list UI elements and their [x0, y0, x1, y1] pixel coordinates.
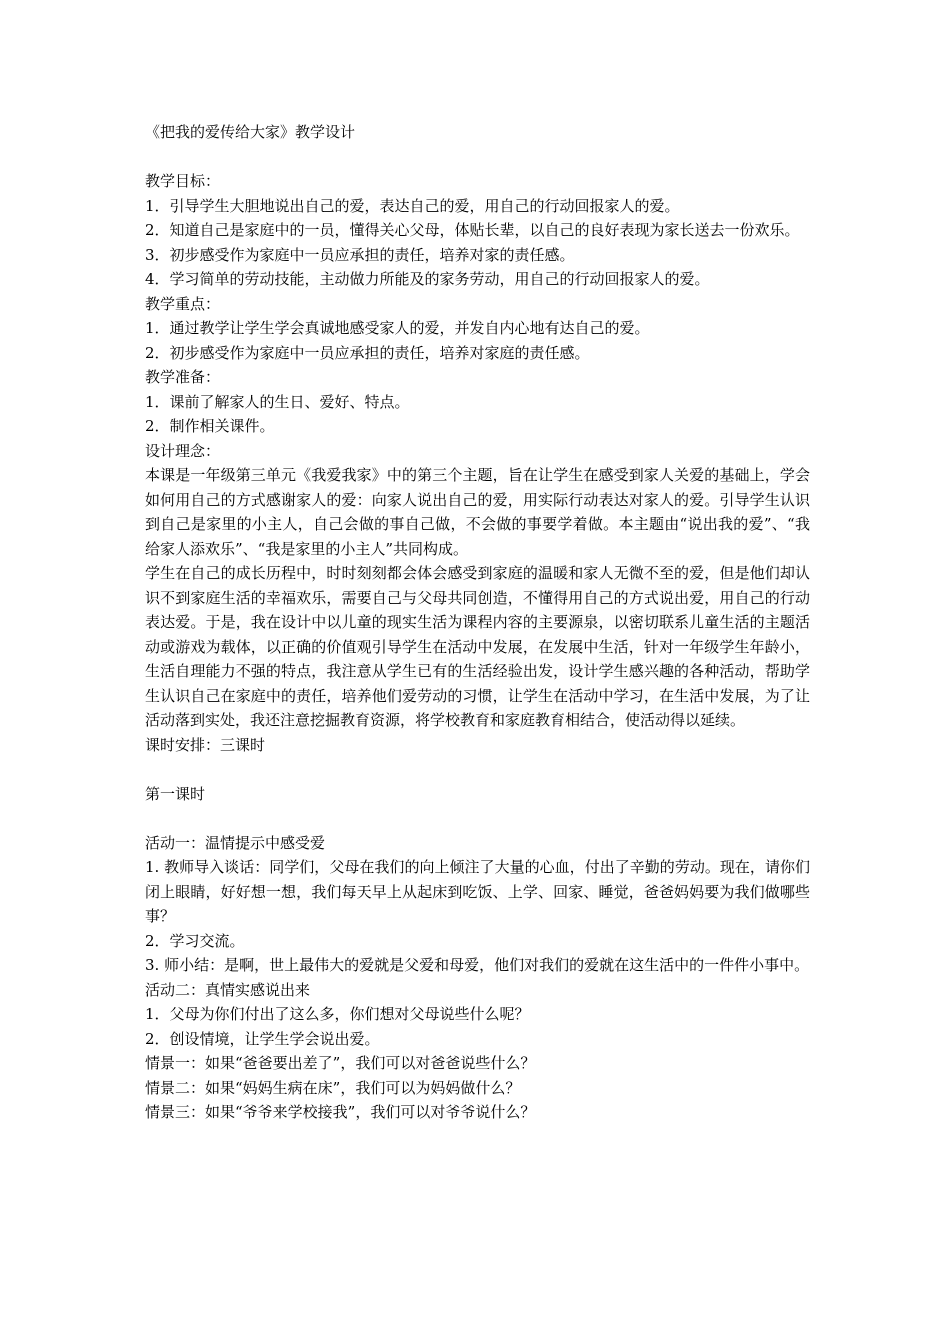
- lesson-heading: 第一课时: [145, 784, 206, 803]
- blank-line: [145, 757, 810, 782]
- activity-step: 3. 师小结：是啊，世上最伟大的爱就是父爱和母爱，他们对我们的爱就在这生活中的一件件小事中。: [145, 956, 810, 974]
- blank-line: [145, 806, 810, 831]
- design-concept-paragraph: 学生在自己的成长历程中，时时刻刻都会体会感受到家庭的温暖和家人无微不至的爱，但是他们却认识不到家庭生活的幸福欢乐，需要自己与父母共同创造，不懂得用自己的方式说出爱，用自己的行动表达爱。于是，我在设计中以儿童的现实生活为课程内容的主要源泉，以密切联系儿童生活的主题活动或游戏为载体，以正确的价值观引导学生在活动中发展，在发展中生活，针对一年级学生年龄小，生活自理能力不强的特点，我注意从学生已有的生活经验出发，设计学生感兴趣的各种活动，帮助学生认识自己在家庭中的责任，培养他们爱劳动的习惯，让学生在活动中学习，在生活中发展，为了让活动落到实处，我还注意挖掘教育资源，将学校教育和家庭教育相结合，使活动得以延续。: [145, 564, 810, 729]
- scenario-item: 情景二：如果“妈妈生病在床”，我们可以为妈妈做什么？: [145, 1078, 521, 1097]
- scenario-item: 情景一：如果“爸爸要出差了”，我们可以对爸爸说些什么？: [145, 1054, 536, 1072]
- heading-key-points: 教学重点：: [145, 294, 221, 313]
- activity-heading: 活动一：温情提示中感受爱: [145, 833, 326, 852]
- objective-item: 2．知道自己是家庭中的一员，懂得关心父母，体贴长辈，以自己的良好表现为家长送去一份欢乐。: [145, 221, 800, 239]
- document-body: [145, 120, 810, 1125]
- heading-objectives: 教学目标：: [145, 172, 221, 190]
- activity-step: 1. 教师导入谈话：同学们，父母在我们的向上倾注了大量的心血，付出了辛勤的劳动。现在，请你们闭上眼睛，好好想一想，我们每天早上从起床到吃饭、上学、回家、睡觉，爸爸妈妈要为我们做哪些事？: [145, 858, 810, 925]
- preparation-item: 2．制作相关课件。: [145, 417, 275, 435]
- activity-heading: 活动二：真情实感说出来: [145, 980, 311, 999]
- heading-design-concept: 设计理念：: [145, 441, 221, 460]
- preparation-item: 1．课前了解家人的生日、爱好、特点。: [145, 392, 410, 411]
- activity-step: 1．父母为你们付出了这么多，你们想对父母说些什么呢？: [145, 1005, 530, 1023]
- objective-item: 3．初步感受作为家庭中一员应承担的责任，培养对家的责任感。: [145, 245, 575, 264]
- key-point-item: 1．通过教学让学生学会真诚地感受家人的爱，并发自内心地有达自己的爱。: [145, 319, 650, 337]
- activity-step: 2．创设情境，让学生学会说出爱。: [145, 1029, 380, 1048]
- objective-item: 4．学习简单的劳动技能，主动做力所能及的家务劳动，用自己的行动回报家人的爱。: [145, 270, 710, 288]
- scenario-item: 情景三：如果“爷爷来学校接我”，我们可以对爷爷说什么？: [145, 1103, 536, 1121]
- schedule-line: 课时安排：三课时: [145, 735, 266, 754]
- activity-step: 2．学习交流。: [145, 931, 245, 950]
- document-title: 《把我的爱传给大家》教学设计: [145, 123, 356, 141]
- objective-item: 1．引导学生大胆地说出自己的爱，表达自己的爱，用自己的行动回报家人的爱。: [145, 196, 680, 215]
- key-point-item: 2．初步感受作为家庭中一员应承担的责任，培养对家庭的责任感。: [145, 343, 590, 362]
- design-concept-paragraph: 本课是一年级第三单元《我爱我家》中的第三个主题，旨在让学生在感受到家人关爱的基础上，学会如何用自己的方式感谢家人的爱：向家人说出自己的爱，用实际行动表达对家人的爱。引导学生认识到自己是家里的小主人，自己会做的事自己做，不会做的事要学着做。本主题由“说出我的爱”、“我给家人添欢乐”、“我是家里的小主人”共同构成。: [145, 466, 810, 558]
- heading-preparation: 教学准备：: [145, 368, 221, 386]
